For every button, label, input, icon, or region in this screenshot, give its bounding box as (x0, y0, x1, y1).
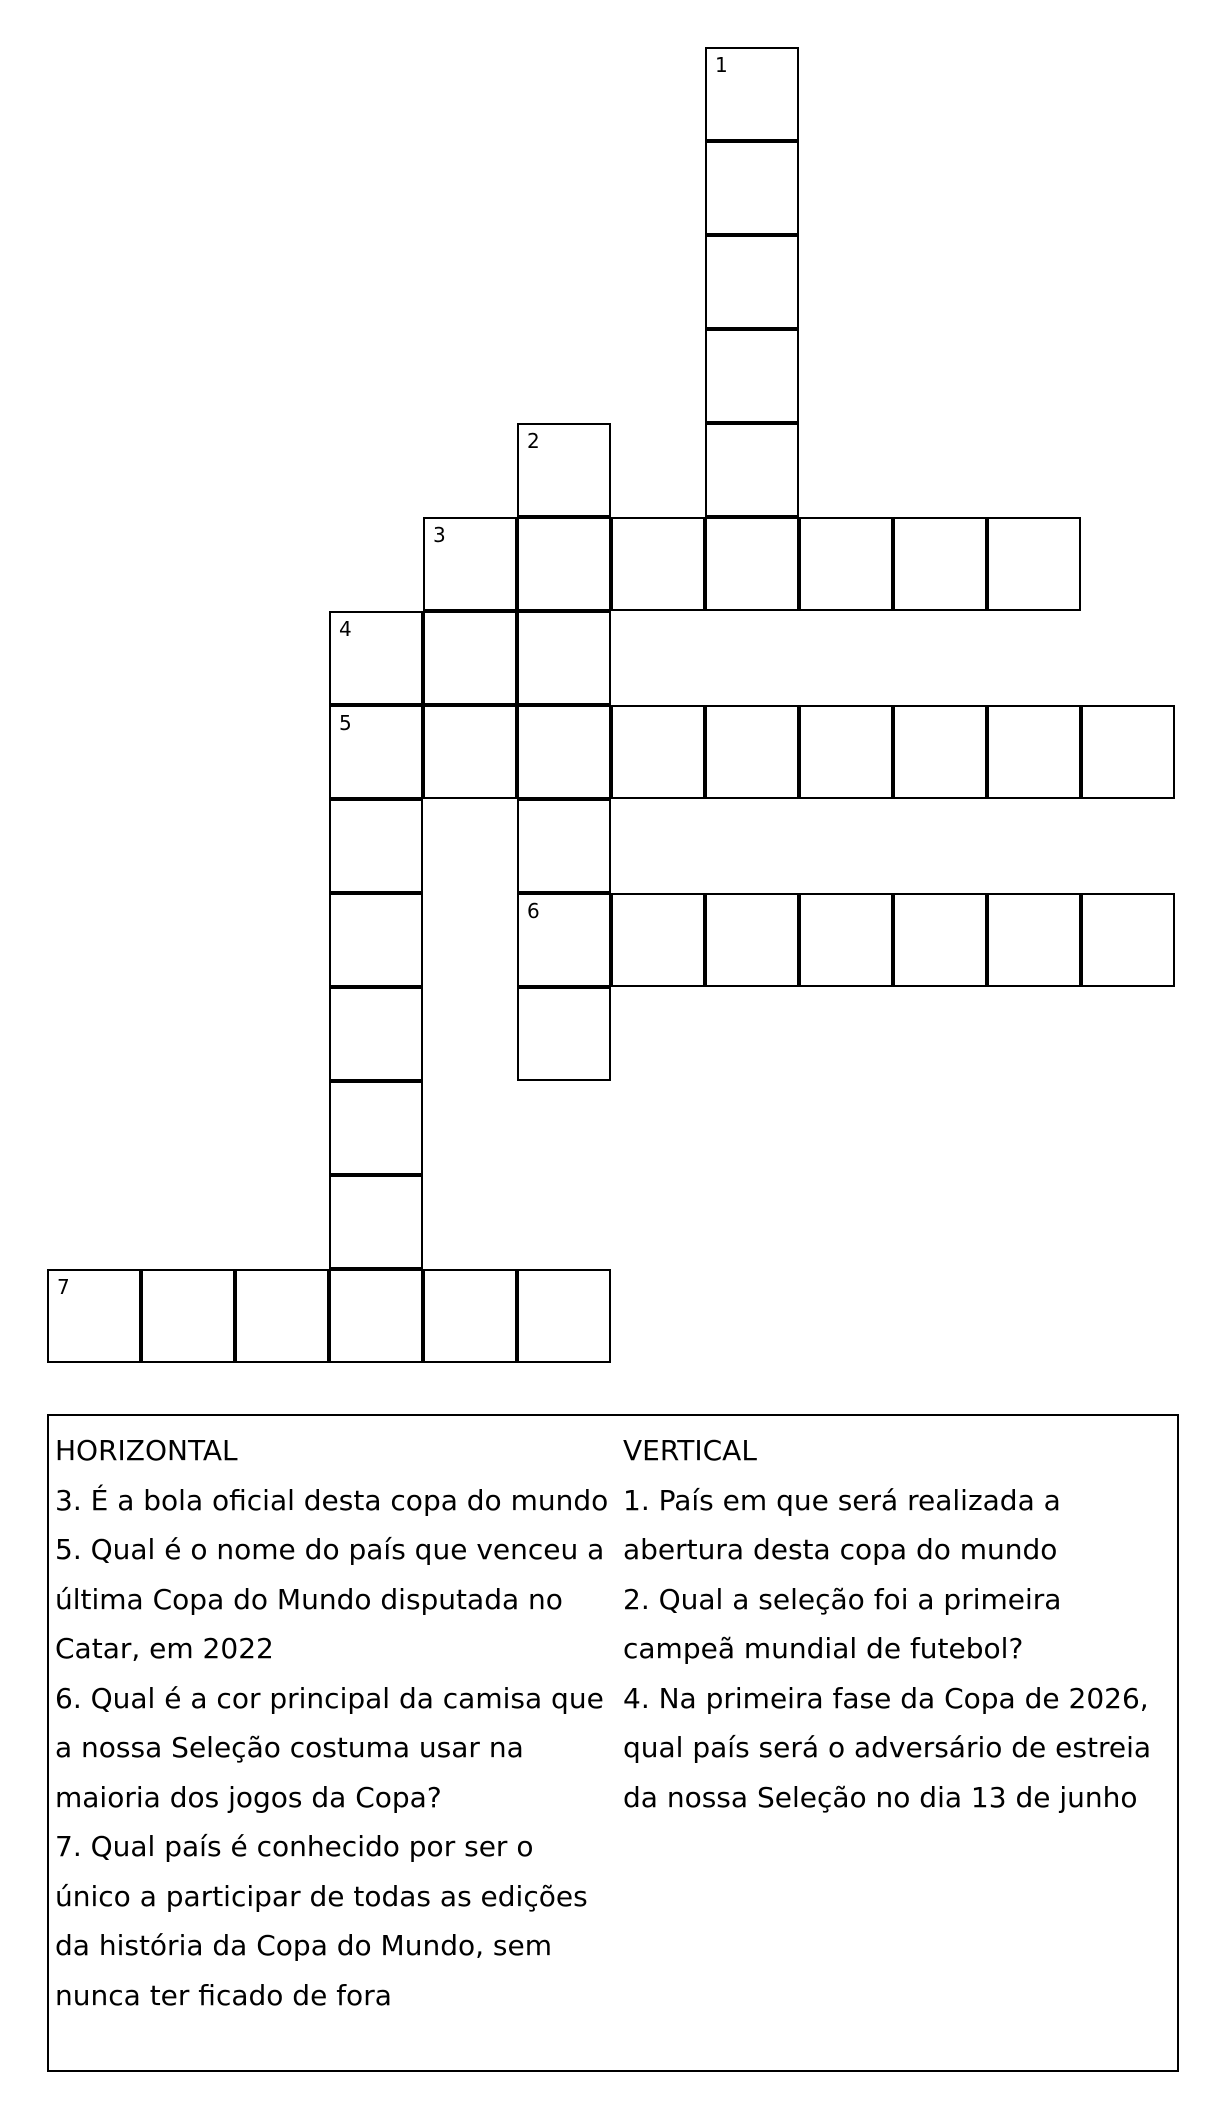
grid-cell[interactable] (705, 705, 799, 799)
grid-cell[interactable] (329, 1081, 423, 1175)
grid-cell[interactable] (517, 799, 611, 893)
grid-cell[interactable] (329, 1175, 423, 1269)
grid-cell[interactable] (329, 611, 423, 705)
grid-cell[interactable] (423, 705, 517, 799)
clue-number-1: 1 (715, 53, 728, 77)
clue-number-3: 3 (433, 523, 446, 547)
grid-cell[interactable] (329, 987, 423, 1081)
grid-cell[interactable] (47, 1269, 141, 1363)
grid-cell[interactable] (329, 799, 423, 893)
grid-cell[interactable] (423, 1269, 517, 1363)
grid-cell[interactable] (517, 893, 611, 987)
grid-cell[interactable] (893, 517, 987, 611)
grid-cell[interactable] (611, 893, 705, 987)
vertical-heading: VERTICAL (623, 1434, 757, 1467)
clue-number-7: 7 (57, 1275, 70, 1299)
horizontal-clues (55, 1426, 615, 2020)
grid-cell[interactable] (1081, 893, 1175, 987)
clue-horizontal-5: 5. Qual é o nome do país que venceu a última Copa do Mundo disputada no Catar, em 2022 (55, 1533, 605, 1665)
grid-cell[interactable] (517, 987, 611, 1081)
grid-cell[interactable] (1081, 705, 1175, 799)
clue-number-5: 5 (339, 711, 352, 735)
grid-cell[interactable] (517, 611, 611, 705)
grid-cell[interactable] (423, 611, 517, 705)
clues-box (47, 1414, 1179, 2072)
grid-cell[interactable] (987, 705, 1081, 799)
grid-cell[interactable] (705, 423, 799, 517)
grid-cell[interactable] (987, 517, 1081, 611)
vertical-clues (623, 1426, 1178, 1822)
grid-cell[interactable] (705, 235, 799, 329)
clue-vertical-4: 4. Na primeira fase da Copa de 2026, qual país será o adversário de estreia da nossa Seleção no dia 13 de junho (623, 1681, 1152, 1814)
grid-cell[interactable] (611, 517, 705, 611)
clue-horizontal-7: 7. Qual país é conhecido por ser o único a participar de todas as edições da história da Copa do Mundo, sem nunca ter ficado de fora (55, 1830, 588, 2012)
grid-cell[interactable] (799, 893, 893, 987)
clue-vertical-1: 1. País em que será realizada a abertura desta copa do mundo (623, 1483, 1061, 1566)
grid-cell[interactable] (705, 517, 799, 611)
clue-number-4: 4 (339, 617, 352, 641)
grid-cell[interactable] (705, 329, 799, 423)
grid-cell[interactable] (329, 1269, 423, 1363)
grid-cell[interactable] (799, 517, 893, 611)
clue-vertical-2: 2. Qual a seleção foi a primeira campeã mundial de futebol? (623, 1582, 1062, 1665)
grid-cell[interactable] (705, 47, 799, 141)
grid-cell[interactable] (611, 705, 705, 799)
grid-cell[interactable] (705, 893, 799, 987)
grid-cell[interactable] (705, 141, 799, 235)
clue-horizontal-3: 3. É a bola oficial desta copa do mundo (55, 1483, 609, 1517)
grid-cell[interactable] (141, 1269, 235, 1363)
clue-horizontal-6: 6. Qual é a cor principal da camisa que a nossa Seleção costuma usar na maioria dos jogos da Copa? (55, 1681, 604, 1814)
grid-cell[interactable] (517, 705, 611, 799)
grid-cell[interactable] (893, 705, 987, 799)
grid-cell[interactable] (987, 893, 1081, 987)
grid-cell[interactable] (423, 517, 517, 611)
grid-cell[interactable] (329, 705, 423, 799)
grid-cell[interactable] (517, 1269, 611, 1363)
horizontal-heading: HORIZONTAL (55, 1434, 238, 1467)
grid-cell[interactable] (799, 705, 893, 799)
clue-number-2: 2 (527, 429, 540, 453)
grid-cell[interactable] (329, 893, 423, 987)
clue-number-6: 6 (527, 899, 540, 923)
grid-cell[interactable] (517, 423, 611, 517)
grid-cell[interactable] (893, 893, 987, 987)
grid-cell[interactable] (517, 517, 611, 611)
grid-cell[interactable] (235, 1269, 329, 1363)
